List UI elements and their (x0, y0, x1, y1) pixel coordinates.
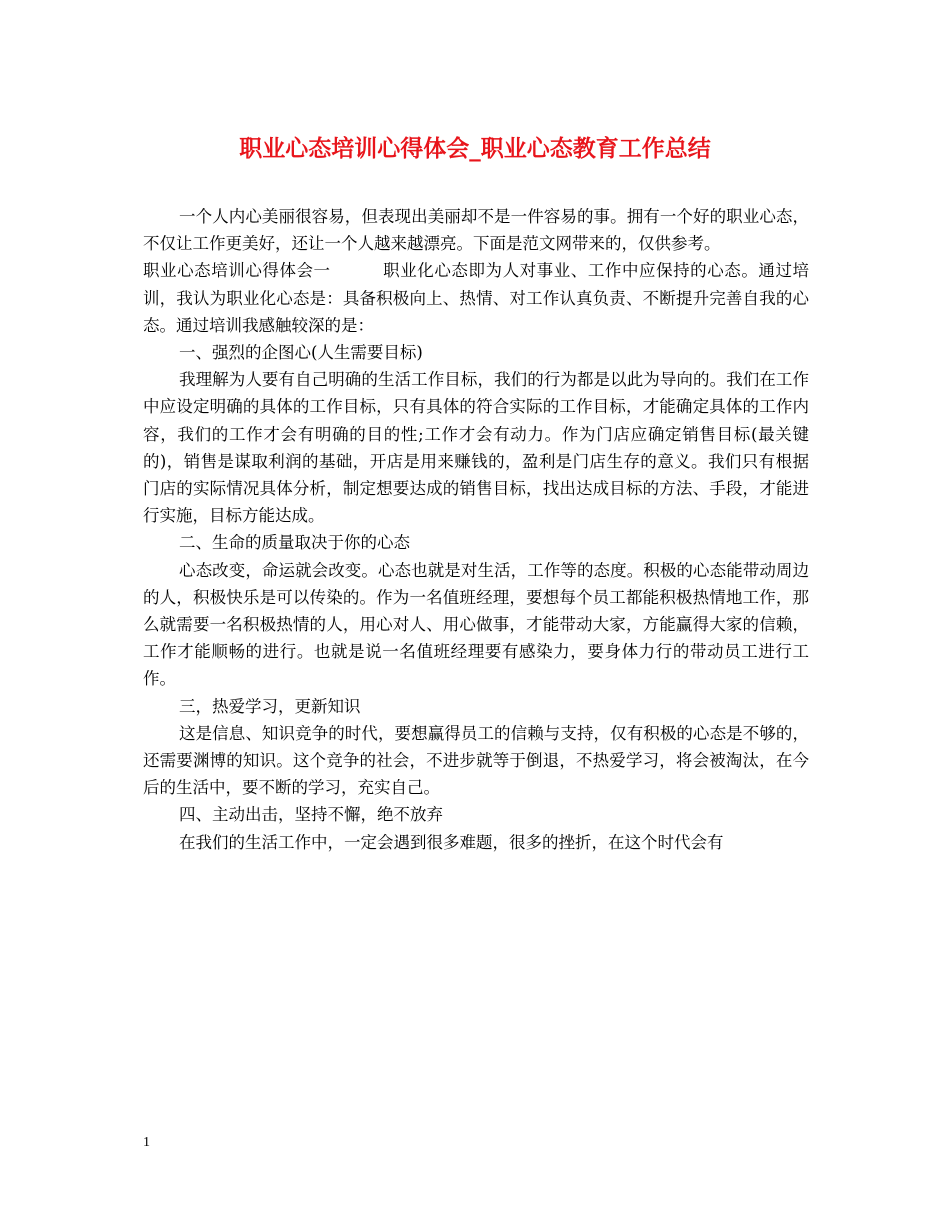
document-title: 职业心态培训心得体会_职业心态教育工作总结 (239, 136, 711, 162)
paragraph-mindset: 心态改变，命运就会改变。心态也就是对生活，工作等的态度。积极的心态能带动周边的人，积极快乐是可以传染的。作为一名值班经理，要想每个员工都能积极热情地工作，那么就需要一名积极热情的人，用心对人、用心做事，才能带动大家，方能赢得大家的信赖，工作才能顺畅的进行。也就是说一名值班经理要有感染力，要身体力行的带动员工进行工作。 (143, 560, 809, 689)
heading-two: 二、生命的质量取决于你的心态 (179, 533, 410, 553)
heading-three: 三，热爱学习，更新知识 (179, 696, 361, 716)
heading-four: 四、主动出击，坚持不懈，绝不放弃 (179, 805, 443, 825)
section-lead-paragraph (143, 257, 809, 339)
intro-paragraph: 一个人内心美丽很容易，但表现出美丽却不是一件容易的事。拥有一个好的职业心态，不仅让工作更美好，还让一个人越来越漂亮。下面是范文网带来的，仅供参考。 (143, 207, 809, 254)
paragraph-learning: 这是信息、知识竞争的时代，要想赢得员工的信赖与支持，仅有积极的心态是不够的，还需要渊博的知识。这个竞争的社会，不进步就等于倒退，不热爱学习，将会被淘汰，在今后的生活中，要不断的学习，充实自己。 (143, 723, 809, 798)
paragraph-persistence: 在我们的生活工作中，一定会遇到很多难题，很多的挫折，在这个时代会有 (179, 832, 724, 852)
document-body (143, 203, 809, 856)
paragraph-goals: 我理解为人要有自己明确的生活工作目标，我们的行为都是以此为导向的。我们在工作中应设定明确的具体的工作目标，只有具体的符合实际的工作目标，才能确定具体的工作内容，我们的工作才会有明确的目的性;工作才会有动力。作为门店应确定销售目标(最关键的)，销售是谋取利润的基础，开店是用来赚钱的，盈利是门店生存的意义。我们只有根据门店的实际情况具体分析，制定想要达成的销售目标，找出达成目标的方法、手段，才能进行实施，目标方能达成。 (143, 370, 809, 526)
heading-one: 一、强烈的企图心(人生需要目标) (179, 343, 423, 363)
page-number: 1 (143, 1135, 150, 1150)
section-lead-text: 职业化心态即为人对事业、工作中应保持的心态。通过培训，我认为职业化心态是：具备积极向上、热情、对工作认真负责、不断提升完善自我的心态。通过培训我感触较深的是： (143, 261, 810, 335)
section-lead-label: 职业心态培训心得体会一 (143, 261, 331, 281)
